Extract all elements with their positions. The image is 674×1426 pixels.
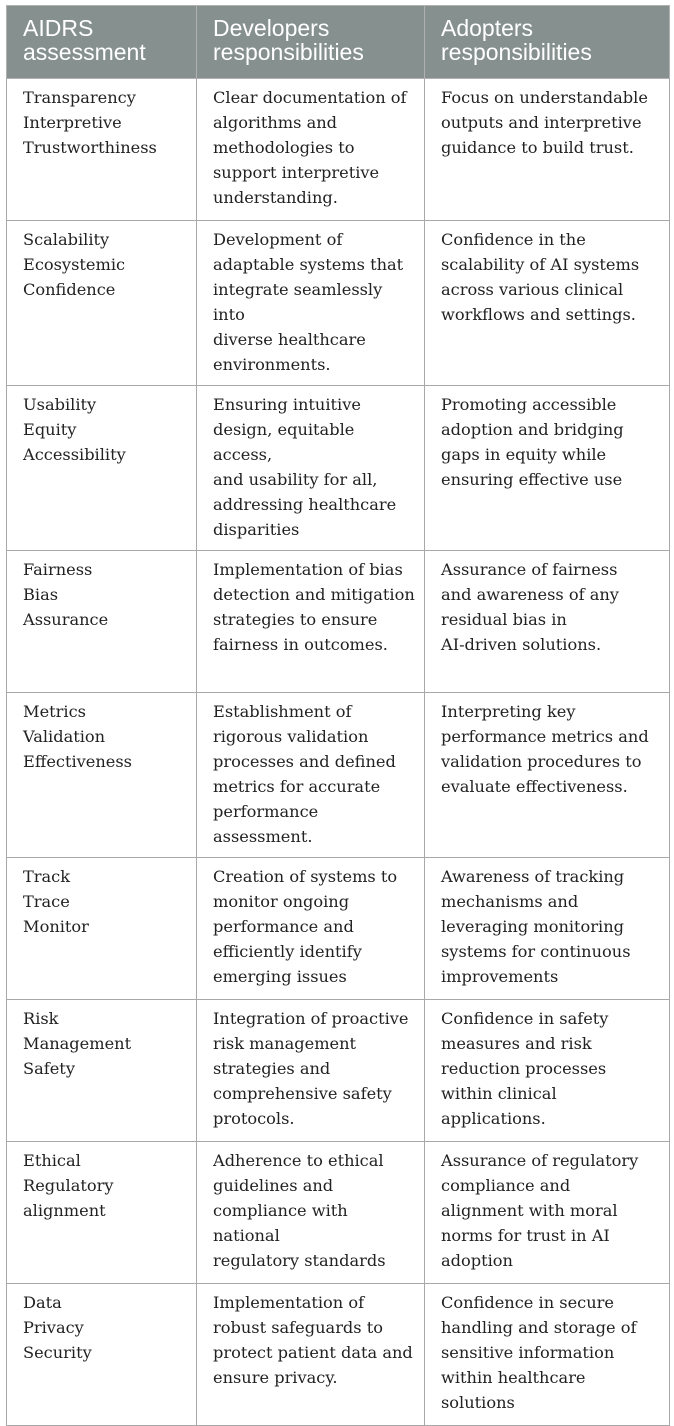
developers-cell: Clear documentation of algorithms and methodologies to support interpretive understanding. <box>197 79 425 221</box>
table-row <box>7 1142 670 1284</box>
header-aidrs-assessment: AIDRS assessment <box>7 6 197 79</box>
table-row <box>7 551 670 693</box>
header-developers-responsibilities: Developers responsibilities <box>197 6 425 79</box>
aidrs-responsibilities-table <box>6 5 670 1426</box>
table-row <box>7 693 670 858</box>
developers-cell: Implementation of bias detection and mitigation strategies to ensure fairness in outcomes. <box>197 551 425 693</box>
table-header-row <box>7 6 670 79</box>
assessment-cell: Risk Management Safety <box>7 1000 197 1142</box>
table-row <box>7 1000 670 1142</box>
assessment-cell: Transparency Interpretive Trustworthiness <box>7 79 197 221</box>
adopters-cell: Focus on understandable outputs and interpretive guidance to build trust. <box>425 79 670 221</box>
assessment-cell: Usability Equity Accessibility <box>7 386 197 551</box>
assessment-cell: Data Privacy Security <box>7 1284 197 1426</box>
developers-cell: Ensuring intuitive design, equitable access, and usability for all, addressing healthcare disparities <box>197 386 425 551</box>
developers-cell: Creation of systems to monitor ongoing performance and efficiently identify emerging issues <box>197 858 425 1000</box>
assessment-cell: Ethical Regulatory alignment <box>7 1142 197 1284</box>
developers-cell: Development of adaptable systems that integrate seamlessly into diverse healthcare environments. <box>197 221 425 386</box>
assessment-cell: Track Trace Monitor <box>7 858 197 1000</box>
adopters-cell: Interpreting key performance metrics and validation procedures to evaluate effectiveness. <box>425 693 670 858</box>
developers-cell: Implementation of robust safeguards to protect patient data and ensure privacy. <box>197 1284 425 1426</box>
adopters-cell: Promoting accessible adoption and bridging gaps in equity while ensuring effective use <box>425 386 670 551</box>
table-row <box>7 221 670 386</box>
adopters-cell: Confidence in the scalability of AI systems across various clinical workflows and settings. <box>425 221 670 386</box>
assessment-cell: Fairness Bias Assurance <box>7 551 197 693</box>
developers-cell: Establishment of rigorous validation processes and defined metrics for accurate performance assessment. <box>197 693 425 858</box>
header-adopters-responsibilities: Adopters responsibilities <box>425 6 670 79</box>
developers-cell: Adherence to ethical guidelines and compliance with national regulatory standards <box>197 1142 425 1284</box>
developers-cell: Integration of proactive risk management strategies and comprehensive safety protocols. <box>197 1000 425 1142</box>
table-row <box>7 858 670 1000</box>
adopters-cell: Assurance of regulatory compliance and alignment with moral norms for trust in AI adoption <box>425 1142 670 1284</box>
adopters-cell: Confidence in secure handling and storage of sensitive information within healthcare solutions <box>425 1284 670 1426</box>
adopters-cell: Awareness of tracking mechanisms and leveraging monitoring systems for continuous improvements <box>425 858 670 1000</box>
assessment-cell: Metrics Validation Effectiveness <box>7 693 197 858</box>
adopters-cell: Confidence in safety measures and risk reduction processes within clinical applications. <box>425 1000 670 1142</box>
assessment-cell: Scalability Ecosystemic Confidence <box>7 221 197 386</box>
table-row <box>7 386 670 551</box>
table-row <box>7 79 670 221</box>
table-row <box>7 1284 670 1426</box>
adopters-cell: Assurance of fairness and awareness of any residual bias in AI-driven solutions. <box>425 551 670 693</box>
